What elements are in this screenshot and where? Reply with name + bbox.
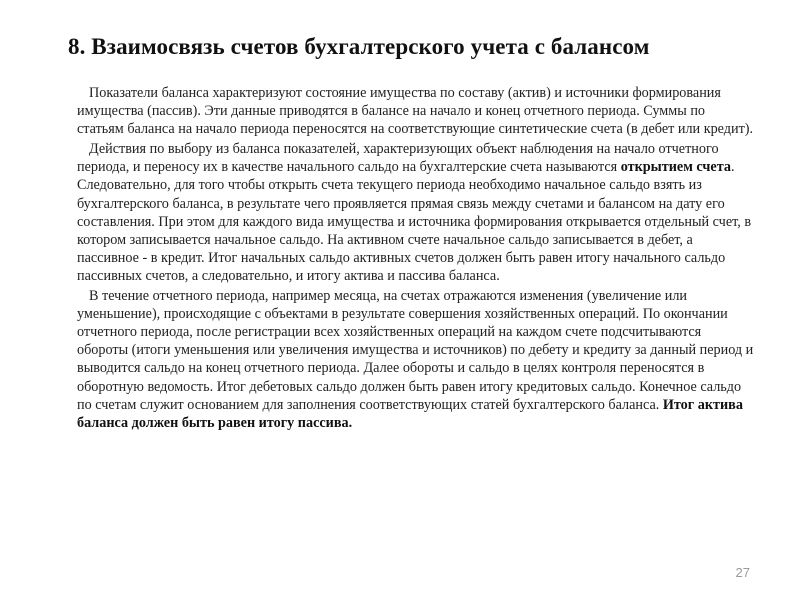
term-account-opening: открытием счета	[620, 159, 731, 176]
balance-rule-emphasis: Итог актива баланса должен быть равен итогу пассива.	[77, 396, 743, 431]
slide-title: 8. Взаимосвязь счетов бухгалтерского учета с балансом	[68, 34, 650, 59]
paragraph-1	[77, 84, 755, 138]
paragraph-3	[77, 287, 755, 432]
slide-body	[77, 84, 755, 434]
paragraph-2	[77, 140, 755, 285]
paragraph-2-text-a: Действия по выбору из баланса показателей, характеризующих объект наблюдения на начало отчетного периода, и переносу их в качестве начального сальдо на бухгалтерские счета называются	[77, 141, 719, 176]
page-number: 27	[735, 565, 750, 580]
paragraph-3-text: В течение отчетного периода, например месяца, на счетах отражаются изменения (увеличение или уменьшение), происходящие с объектами в результате совершения хозяйственных операций. По окончании отчетного периода, после регистрации всех хозяйственных операций на каждом счете подсчитываются обороты (итоги уменьшения или увеличения имущества и источников) по дебету и кредиту за данный период и выводится сальдо на конец отчетного периода. Далее обороты и сальдо в целях контроля переносятся в оборотную ведомость. Итог дебетовых сальдо должен быть равен итогу кредитовых сальдо. Конечное сальдо по счетам служит основанием для заполнения соответствующих статей бухгалтерского баланса.	[77, 288, 754, 413]
paragraph-1-text: Показатели баланса характеризуют состояние имущества по составу (актив) и источники формирования имущества (пассив). Эти данные приводятся в балансе на начало и конец отчетного периода. Суммы по статьям баланса на начало периода переносятся на соответствующие синтетические счета (в дебет или кредит).	[77, 85, 754, 138]
paragraph-2-text-b: . Следовательно, для того чтобы открыть счета текущего периода необходимо начальное сальдо взять из бухгалтерского баланса, в результате чего проявляется прямая связь между счетами и балансом на дату его составления. При этом для каждого вида имущества и источника формирования открывается отдельный счет, в котором записывается начальное сальдо. На активном счете начальное сальдо записывается в дебет, а пассивное - в кредит. Итог начальных сальдо активных счетов должен быть равен итогу начального сальдо пассивных счетов, а следовательно, и итогу актива и пассива баланса.	[77, 159, 752, 284]
